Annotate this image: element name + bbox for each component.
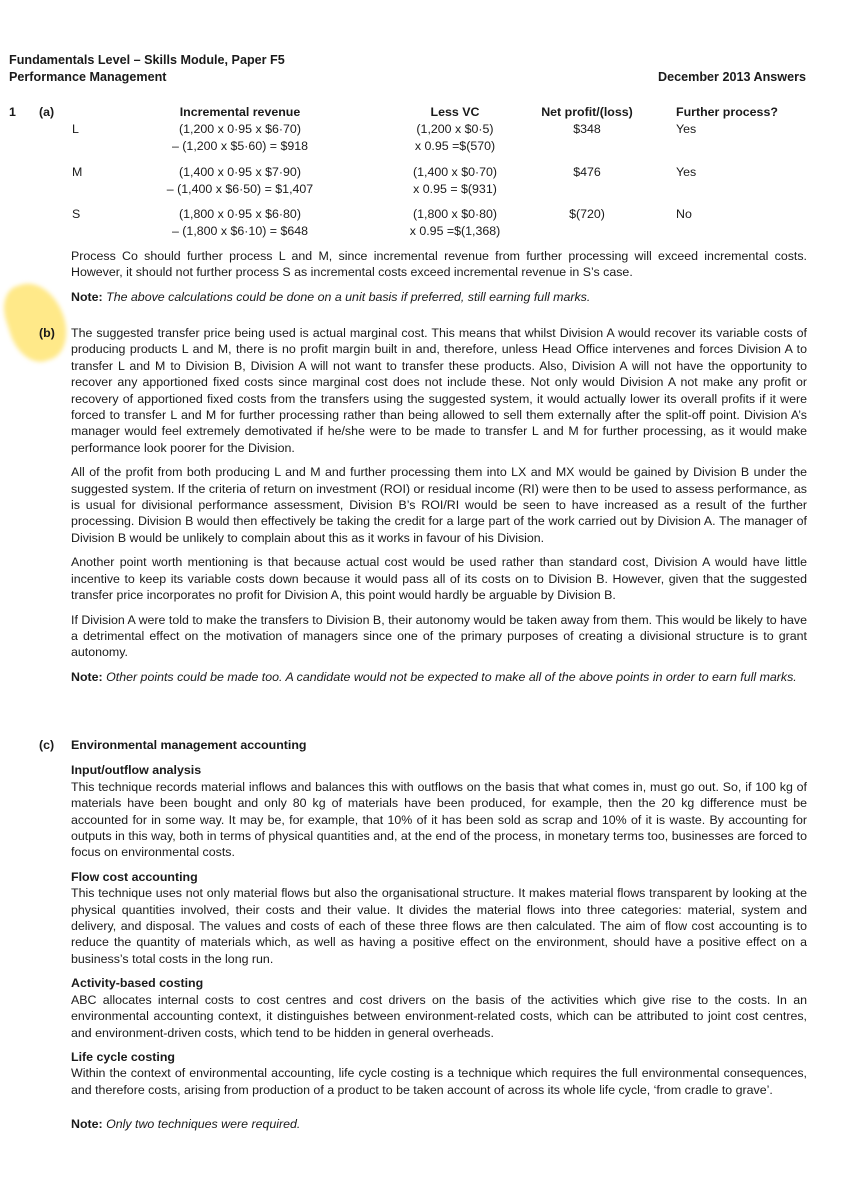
technique-text: ABC allocates internal costs to cost centres and cost drivers on the basis of the activities which give rise to the costs. In an environmental accounting context, it distinguishes between environment-related costs, which can be attributed to joint cost centres, and environment-driven costs, which tend to be hidden in general overheads. [71, 992, 807, 1040]
row-product: S [72, 207, 81, 221]
part-b-paragraph: Another point worth mentioning is that because actual cost would be used rather than standard cost, Division A would have little incentive to keep its variable costs down because it would pass all of its costs on to Division B. However, given that the suggested transfer price incorporates no profit for Division A, this point would hardly be arguable by Division B. [71, 555, 807, 603]
row-vc-line2: x 0.95 = $(931) [413, 182, 497, 196]
row-further: Yes [676, 165, 697, 179]
note-label: Note: [71, 669, 103, 684]
question-number: 1 [9, 105, 16, 119]
technique-section [71, 975, 807, 1041]
row-rev-line2: – (1,400 x $6·50) = $1,407 [166, 182, 314, 196]
row-vc-line1: (1,200 x $0·5) [416, 122, 494, 136]
note-label: Note: [71, 289, 103, 304]
row-further: Yes [676, 122, 697, 136]
technique-section [71, 869, 807, 967]
row-vc-line1: (1,400 x $0·70) [412, 165, 498, 179]
col-header-further: Further process? [676, 105, 778, 119]
technique-title: Input/outflow analysis [71, 763, 202, 778]
header-paper: Fundamentals Level – Skills Module, Paper F5 [9, 53, 285, 67]
technique-text: This technique uses not only material flows but also the organisational structure. It makes material flows transparent by looking at the physical quantities involved, their costs and their value. It divides the material flows into three categories: material, system and delivery, and disposal. The values and costs of each of these three flows are then calculated. The aim of flow cost accounting is to reduce the quantity of materials which, as well as having a positive effect on the environment, should have a positive effect on a business’s total costs in the long run. [71, 886, 807, 966]
header-session: December 2013 Answers [658, 70, 806, 84]
col-header-revenue: Incremental revenue [179, 105, 301, 119]
technique-text: Within the context of environmental accounting, life cycle costing is a technique which requires the full environmental consequences, and therefore costs, arising from production of a product to be taken account of across its whole life cycle, ‘from cradle to grave’. [71, 1066, 807, 1097]
part-c-label: (c) [39, 738, 55, 752]
row-vc-line2: x 0.95 =$(1,368) [409, 224, 501, 238]
technique-section [71, 762, 807, 860]
part-b-paragraph: If Division A were told to make the transfers to Division B, their autonomy would be taken away from them. This would be likely to have a detrimental effect on the motivation of managers since one of the primary purposes of creating a divisional structure is to grant autonomy. [71, 612, 807, 660]
part-a-conclusion: Process Co should further process L and M, since incremental revenue from further processing will exceed incremental costs. However, it should not further process S as incremental costs exceed incremental revenue in S’s case. [71, 249, 807, 280]
col-header-vc: Less VC [430, 105, 480, 119]
row-rev-line1: (1,200 x 0·95 x $6·70) [179, 122, 301, 136]
col-header-profit: Net profit/(loss) [541, 105, 633, 119]
part-c-title: Environmental management accounting [71, 738, 307, 752]
part-b-note [71, 669, 807, 685]
part-b-text [71, 325, 807, 693]
part-b-paragraph: The suggested transfer price being used is actual marginal cost. This means that whilst Division A would recover its variable costs of producing products L and M, there is no profit margin built in and, therefore, unless Head Office intervenes and forces Division A to transfer L and M to Division B, Division A will not want to transfer these products. Also, Division A will not have the opportunity to recover any apportioned fixed costs since marginal cost does not include these. Not only would Division A not make any profit or recovery of apportioned fixed costs from the transfers using the suggested system, it would actually lower its overall profits if it were forced to transfer L and M for further processing rather than being allowed to sell them externally after the split-off point. Division A’s manager would feel extremely demotivated if he/she were to be made to transfer L and M for further processing, as it would make performance look poorer for the Division. [71, 326, 807, 455]
part-b-paragraph: All of the profit from both producing L and M and further processing them into LX and MX would be gained by Division B under the suggested system. If the criteria of return on investment (ROI) or residual income (RI) were then to be used to assess performance, as is usual for divisional performance assessment, Division B’s ROI/RI would be seen to have increased as a result of the further processing. Division B would then effectively be taking the credit for a large part of the work carried out by Division A. The manager of Division B would be unlikely to complain about this as it works in favour of his Division. [71, 465, 807, 545]
row-product: M [72, 165, 83, 179]
row-further: No [676, 207, 692, 221]
row-profit: $(720) [569, 207, 605, 221]
part-c-note [71, 1116, 807, 1132]
technique-section [71, 1049, 807, 1098]
part-a-note [71, 289, 807, 305]
technique-title: Activity-based costing [71, 976, 204, 991]
row-product: L [72, 122, 79, 136]
row-vc-line2: x 0.95 =$(570) [414, 139, 496, 153]
row-profit: $476 [573, 165, 601, 179]
row-rev-line1: (1,800 x 0·95 x $6·80) [179, 207, 301, 221]
part-c-text [71, 737, 807, 1141]
header-subject: Performance Management [9, 70, 167, 84]
highlighter-mark [0, 275, 75, 368]
part-b-label: (b) [39, 326, 55, 340]
row-vc-line1: (1,800 x $0·80) [412, 207, 498, 221]
row-rev-line1: (1,400 x 0·95 x $7·90) [179, 165, 301, 179]
row-rev-line2: – (1,200 x $5·60) = $918 [171, 139, 309, 153]
note-text: Only two techniques were required. [106, 1117, 301, 1132]
part-a-label: (a) [39, 105, 55, 119]
row-rev-line2: – (1,800 x $6·10) = $648 [171, 224, 309, 238]
part-a-text [71, 248, 807, 313]
technique-title: Life cycle costing [71, 1049, 175, 1064]
note-text: Other points could be made too. A candidate would not be expected to make all of the above points in order to earn full marks. [106, 669, 797, 684]
note-label: Note: [71, 1117, 103, 1132]
page-header [9, 52, 806, 86]
technique-text: This technique records material inflows and balances this with outflows on the basis that what comes in, must go out. So, if 100 kg of materials have been bought and only 80 kg of materials have been produced, for example, then the 20 kg difference must be accounted for in some way. It may be, for example, that 10% of it has been sold as scrap and 10% of it is waste. By accounting for outputs in this way, both in terms of physical quantities and, at the end of the process, in monetary terms too, businesses are forced to focus on environmental costs. [71, 779, 807, 860]
technique-title: Flow cost accounting [71, 869, 198, 884]
row-profit: $348 [573, 122, 601, 136]
note-text: The above calculations could be done on a unit basis if preferred, still earning full marks. [106, 289, 591, 304]
